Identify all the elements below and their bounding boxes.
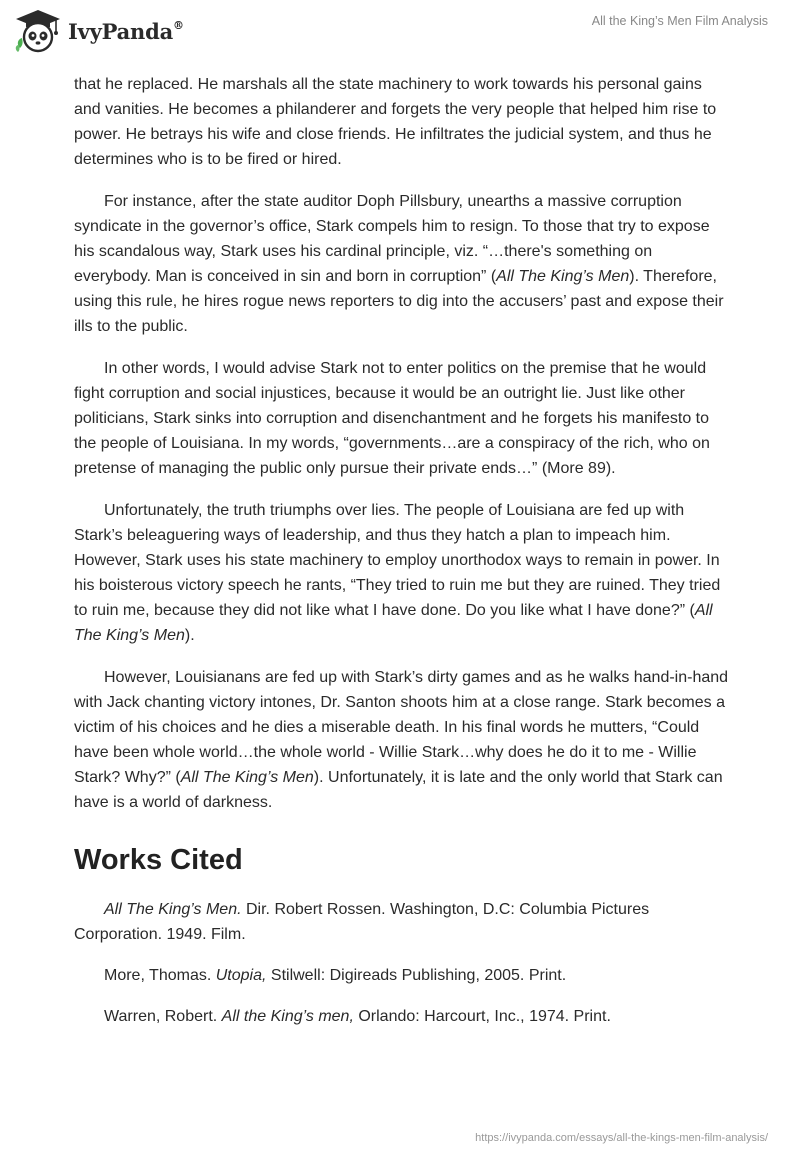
- paragraph: For instance, after the state auditor Doph Pillsbury, unearths a massive corruption syndicate in the governor’s office, Stark compels him to resign. To those that try to expose his scandalous way, Stark uses his cardinal principle, viz. “…there's something on everybody. Man is conceived in sin and born in corruption” (All The King’s Men). Therefore, using this rule, he hires rogue news reporters to dig into the accusers’ past and expose their ills to the public.: [74, 193, 724, 335]
- paragraph: Unfortunately, the truth triumphs over lies. The people of Louisiana are fed up with Stark’s beleaguering ways of leadership, and thus they hatch a plan to impeach him. However, Stark uses his state machinery to employ unorthodox ways to remain in power. In his boisterous victory speech he rants, “They tried to ruin me but they are ruined. They tried to ruin me, because they did not like what I have done. Do you like what I have done?” (All The King’s Men).: [74, 502, 721, 644]
- document-title: All the King’s Men Film Analysis: [591, 14, 768, 28]
- source-url[interactable]: https://ivypanda.com/essays/all-the-kings-men-film-analysis/: [475, 1132, 768, 1144]
- citation-entry: Warren, Robert. All the King’s men, Orlando: Harcourt, Inc., 1974. Print.: [104, 1008, 611, 1025]
- brand-name: IvyPanda®: [68, 18, 184, 44]
- panda-graduate-icon: [14, 8, 62, 54]
- paragraph: that he replaced. He marshals all the state machinery to work towards his personal gains and vanities. He becomes a philanderer and forgets the very people that helped him rise to power. He betrays his wife and close friends. He infiltrates the judicial system, and thus he determines who is to be fired or hired.: [74, 76, 717, 168]
- paragraph: In other words, I would advise Stark not to enter politics on the premise that he would fight corruption and social injustices, because it would be an outright lie. Just like other politicians, Stark sinks into corruption and disenchantment and he forgets his manifesto to the people of Louisiana. In my words, “governments…are a conspiracy of the rich, who on pretense of managing the public only pursue their private ends…” (More 89).: [74, 360, 710, 477]
- citation-entry: More, Thomas. Utopia, Stilwell: Digireads Publishing, 2005. Print.: [104, 967, 567, 984]
- citation-entry: All The King’s Men. Dir. Robert Rossen. Washington, D.C: Columbia Pictures Corporation. 1949. Film.: [74, 901, 650, 943]
- essay-body: [74, 72, 730, 1045]
- paragraph: However, Louisianans are fed up with Stark’s dirty games and as he walks hand-in-hand with Jack chanting victory intones, Dr. Santon shoots him at a close range. Stark becomes a victim of his choices and he dies a miserable death. In his final words he mutters, “Could have been whole world…the whole world - Willie Stark…why does he do it to me - Willie Stark? Why?” (All The King’s Men). Unfortunately, it is late and the only world that Stark can have is a world of darkness.: [74, 669, 729, 811]
- page-header: [0, 0, 800, 64]
- works-cited-heading: Works Cited: [74, 844, 243, 876]
- ivypanda-logo[interactable]: [14, 8, 184, 54]
